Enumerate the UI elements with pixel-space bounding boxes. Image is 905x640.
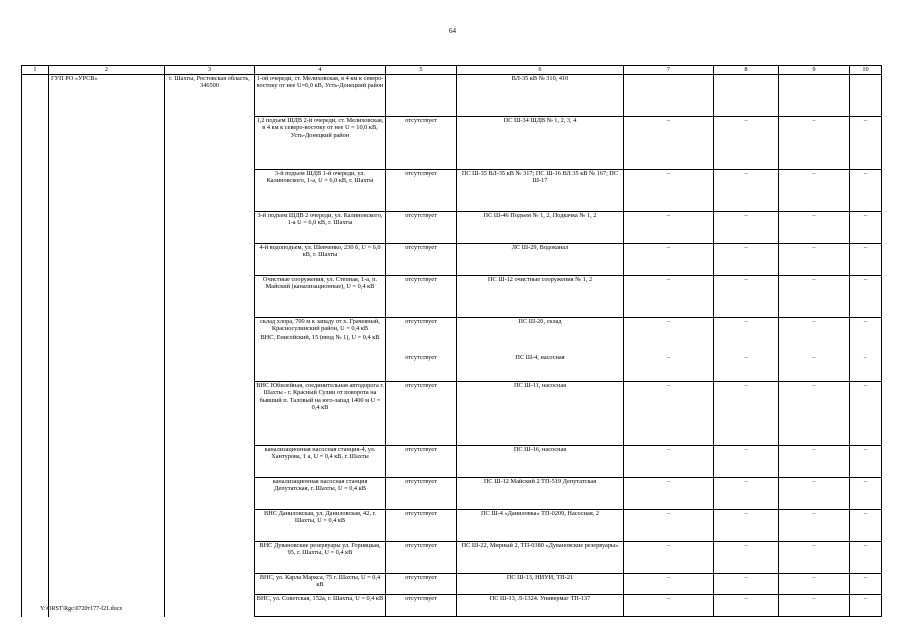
cell-status-text: отсутствует [405,382,437,389]
cell-col8 [714,478,779,510]
table-row [22,117,882,170]
cell-col7 [624,170,714,212]
cell-object [255,276,386,318]
cell-col10-text: – [863,446,868,453]
cell-col10-text: – [863,542,868,549]
cell-col9 [779,170,850,212]
cell-object-text: 1-ой очереди, ст. Мелиховская, в 4 км к северо-востоку от нее U=6,0 кВ, Усть-Донецкий район [256,75,384,90]
cell-object-text: 1,2 подъем ШДВ 2-й очереди, ст. Мелиховская, в 4 км к северо-востоку от нее U = 10,0 кВ, Усть-Донецкий район [256,117,384,139]
cell-substation-text: ПС Ш-13, Л-1324. Универмаг ТП-137 [489,595,591,602]
header-cell: 7 [624,66,714,75]
cell-col9-text: – [812,382,816,389]
cell-col9 [779,75,850,117]
header-row [22,66,882,75]
cell-object [255,212,386,244]
cell-status-text: отсутствует [405,276,437,283]
cell-object-text: склад хлора, 700 м к западу от х. Грачевный, Красносулинский район, U = 0,4 кВ [260,318,380,333]
table-row [22,478,882,510]
header-cell: 4 [255,66,386,75]
cell-object-text: 3-й подъем ШДВ 2 очереди, ул. Калиновского, 1-а U = 6,0 кВ, г. Шахты [257,212,383,227]
cell-substation [457,542,624,574]
cell-status-text: отсутствует [405,542,437,549]
cell-col7 [624,510,714,542]
cell-number [22,446,49,478]
table-row [22,446,882,478]
cell-col9-text: – [812,595,816,602]
cell-status [386,75,457,117]
cell-col8-text: – [744,574,748,581]
cell-organization [49,170,165,212]
cell-col7-text: – [666,595,671,602]
cell-col9 [779,276,850,318]
table-row [22,510,882,542]
cell-organization [49,574,165,595]
cell-col9-text: – [812,542,816,549]
table-row [22,276,882,318]
cell-col10-text: – [863,510,868,517]
cell-address [165,117,255,170]
cell-status [386,595,457,617]
cell-col9 [779,382,850,446]
cell-status-text: отсутствует [405,478,437,485]
cell-status [386,478,457,510]
cell-col9 [779,478,850,510]
cell-col7 [624,478,714,510]
cell-substation [457,595,624,617]
cell-organization [49,510,165,542]
cell-col8 [714,510,779,542]
cell-address [165,446,255,478]
cell-substation-text: ПС Ш-16, насосная [513,446,567,453]
cell-object-text: канализационная насосная станция-4, ул. Хантурова, 1 а, U = 0,4 кВ, г. Шахты [264,446,376,461]
cell-col10-text: – [863,276,868,283]
cell-col8 [714,595,779,617]
table-row [22,170,882,212]
cell-col10 [850,244,882,276]
cell-col8 [714,170,779,212]
cell-col9-text: – [812,510,816,517]
table-row [22,318,882,382]
cell-status-text: отсутствует [405,446,437,453]
cell-col10 [850,542,882,574]
table-row [22,244,882,276]
cell-col9 [779,212,850,244]
cell-number [22,75,49,117]
page-number: 64 [449,27,456,35]
cell-col8-text: – [744,478,748,485]
cell-col8-text: – [744,595,748,602]
cell-organization [49,542,165,574]
cell-object-text: 3-й подъем ШДВ 1-й очереди, ул. Калиновского, 1-а, U = 6,0 кВ, г. Шахты [266,170,374,185]
cell-col9-text: – [812,446,816,453]
cell-col7 [624,542,714,574]
cell-status-text: отсутствует [405,170,437,177]
cell-col8-text: – [744,446,748,453]
cell-col10-text: – [863,170,868,177]
cell-col9-text: – [812,117,816,124]
cell-status-text: отсутствует [405,574,437,581]
cell-object [255,170,386,212]
cell-col8 [714,382,779,446]
cell-col10 [850,318,882,382]
cell-col8 [714,542,779,574]
cell-substation [457,318,624,382]
cell-col7-text: – [666,212,671,219]
table-row [22,382,882,446]
cell-col7 [624,446,714,478]
cell-col10 [850,212,882,244]
header-cell: 6 [457,66,624,75]
cell-substation-text: ПС Ш-4 «Даниловка» ТП-0209, Насосная, 2 [480,510,600,517]
cell-address [165,542,255,574]
cell-substation-text: ПС Ш-34 ШДВ № 1, 2, 3, 4 [503,117,577,124]
cell-col7-text: – [666,478,671,485]
cell-object-text: ВНС Даниловская, ул. Даниловская, 42, г. Шахты, U = 0,4 кВ [264,510,376,525]
cell-col9-text: – [812,318,816,325]
cell-number [22,244,49,276]
cell-object-text: канализационная насосная станция Депутатская, г. Шахты, U = 0,4 кВ [272,478,368,493]
cell-address [165,276,255,318]
cell-substation [457,276,624,318]
cell-col9 [779,595,850,617]
cell-address [165,574,255,595]
table-row [22,542,882,574]
cell-col8-text: – [744,244,748,251]
cell-col9-text: – [812,574,816,581]
cell-object-text: ВНС, ул. Карла Маркса, 75 г. Шахты, U = 0,4 кВ [259,574,381,589]
cell-address [165,318,255,382]
cell-substation [457,382,624,446]
cell-status [386,318,457,382]
cell-col8-text: – [744,542,748,549]
cell-col10-text: – [863,117,868,124]
cell-status-text: отсутствует [405,318,437,325]
cell-col10 [850,276,882,318]
cell-col10-text: – [863,574,868,581]
cell-col8 [714,574,779,595]
cell-col9 [779,446,850,478]
cell-col9 [779,574,850,595]
cell-col7 [624,75,714,117]
cell-col9 [779,117,850,170]
cell-substation [457,446,624,478]
cell-status [386,212,457,244]
cell-col8 [714,244,779,276]
header-cell: 10 [850,66,882,75]
cell-substation [457,574,624,595]
cell-col10 [850,75,882,117]
cell-substation [457,170,624,212]
cell-col7-text: – [666,244,671,251]
cell-substation [457,75,624,117]
cell-status-text-2: отсутствует [405,354,437,362]
cell-substation [457,510,624,542]
cell-substation-text: ПС Ш-13, НИУИ, ТП-21 [506,574,574,581]
cell-substation [457,244,624,276]
cell-col10 [850,170,882,212]
cell-address [165,170,255,212]
cell-col10-text: – [863,318,868,325]
cell-col9-text-2: – [812,354,816,362]
cell-col10 [850,595,882,617]
cell-col10-text: – [863,382,868,389]
cell-status [386,510,457,542]
cell-substation [457,117,624,170]
cell-col9-text: – [812,244,816,251]
cell-status [386,382,457,446]
cell-substation-text: ПС Ш-46 Подъем № 1, 2, Подкачка № 1, 2 [483,212,597,219]
cell-col8-text: – [744,318,748,325]
cell-col7-text: – [666,574,671,581]
cell-substation-text: ВЛ-35 кВ № 310, 410 [511,75,569,82]
cell-col8-text: – [744,510,748,517]
cell-col8-text: – [744,212,748,219]
table-row [22,574,882,595]
cell-object-text: ВНС Юбилейная, соединительная автодорога г. Шахты - г. Красный Сулин от поворота на бывший п. Таловый на юго-запад 1400 м U = 0,4 кВ [256,382,384,412]
cell-status-text: отсутствует [405,244,437,251]
cell-col7 [624,117,714,170]
cell-number [22,574,49,595]
cell-number [22,276,49,318]
cell-organization [49,244,165,276]
cell-col7 [624,276,714,318]
cell-col7-text-2: – [666,354,671,362]
cell-col10 [850,510,882,542]
cell-col8-text: – [744,382,748,389]
cell-number [22,117,49,170]
cell-address [165,244,255,276]
cell-number [22,510,49,542]
cell-object [255,510,386,542]
header-cell: 3 [165,66,255,75]
cell-substation-text: ПС Ш-22, Мирный 2, ТП-0380 «Дувановские резервуары» [461,542,619,549]
table-row [22,212,882,244]
cell-col9 [779,318,850,382]
cell-col7-text: – [666,276,671,283]
cell-organization [49,276,165,318]
cell-substation-text: ПС Ш-12 Майский 2 ТП-519 Депутатская [483,478,597,485]
cell-col8 [714,212,779,244]
table-row [22,75,882,117]
cell-number [22,212,49,244]
cell-col10-text-2: – [863,354,868,362]
cell-object [255,595,386,617]
header-cell: 8 [714,66,779,75]
cell-number [22,170,49,212]
cell-object [255,117,386,170]
header-cell: 1 [22,66,49,75]
cell-object-text-2: ВНС, Енисейский, 15 (ввод № 1), U = 0,4 кВ [260,333,380,341]
cell-substation-text-2: ПС Ш-4, насосная [515,354,565,362]
cell-col7 [624,382,714,446]
cell-object [255,478,386,510]
cell-col7-text: – [666,446,671,453]
cell-organization [49,212,165,244]
cell-object [255,382,386,446]
cell-address [165,212,255,244]
cell-col10-text: – [863,212,868,219]
footer-file-path: Y:\ORST\Rgc\0720т177-f21.docx [40,606,123,612]
cell-status [386,446,457,478]
cell-address: г. Шахты, Ростовская область, 346500 [165,75,255,117]
cell-status-text: отсутствует [405,595,437,602]
cell-object-text: Очистные сооружения, ул. Степная, 1-а, п. Майский (канализационные), U = 0,4 кВ [262,276,378,291]
cell-substation [457,478,624,510]
cell-col8-text: – [744,170,748,177]
cell-substation-text: ПС Ш-35 ВЛ-35 кВ № 317; ПС Ш-16 ВЛ 35 кВ № 167; ПС Ш-17 [461,170,619,185]
cell-object [255,75,386,117]
cell-col8 [714,75,779,117]
cell-object [255,318,386,382]
cell-object [255,446,386,478]
cell-status-text: отсутствует [405,117,437,124]
cell-col7-text: – [666,117,671,124]
cell-substation-text: ПС Ш-11, насосная [513,382,567,389]
cell-col8-text-2: – [744,354,748,362]
cell-col8 [714,276,779,318]
header-cell: 2 [49,66,165,75]
cell-status [386,117,457,170]
cell-col9-text: – [812,276,816,283]
cell-col10-text: – [863,595,868,602]
cell-status [386,574,457,595]
cell-col7-text: – [666,382,671,389]
cell-col9-text: – [812,212,816,219]
cell-col9 [779,244,850,276]
cell-address [165,595,255,617]
cell-status [386,276,457,318]
cell-col8-text: – [744,276,748,283]
cell-address [165,510,255,542]
cell-col10-text: – [863,244,868,251]
cell-number [22,318,49,382]
cell-status-text: отсутствует [405,212,437,219]
cell-organization [49,318,165,382]
cell-object [255,244,386,276]
cell-status [386,542,457,574]
cell-substation-text: ПС Ш-20, склад [518,318,562,325]
cell-col7 [624,318,714,382]
cell-number [22,478,49,510]
cell-col7 [624,244,714,276]
cell-col7-text: – [666,510,671,517]
cell-number [22,542,49,574]
cell-col10 [850,382,882,446]
cell-col9 [779,510,850,542]
cell-col9 [779,542,850,574]
cell-object-text: ВНС Дувановские резервуары ул. Горняцкая, 95, г. Шахты, U = 0,4 кВ [259,542,381,557]
header-cell: 5 [386,66,457,75]
cell-col10 [850,446,882,478]
cell-status-text: отсутствует [405,510,437,517]
cell-object [255,574,386,595]
cell-col8 [714,318,779,382]
cell-col7 [624,212,714,244]
cell-number [22,382,49,446]
cell-organization [49,382,165,446]
cell-col7-text: – [666,170,671,177]
table-body [22,75,882,617]
cell-organization [49,117,165,170]
cell-substation-text: ПС Ш-12 очистные сооружения № 1, 2 [487,276,593,283]
cell-col8 [714,446,779,478]
cell-organization [49,446,165,478]
cell-organization: ГУП РО «УРСВ» [49,75,165,117]
cell-organization [49,478,165,510]
cell-col7-text: – [666,318,671,325]
data-table [21,65,882,617]
cell-col7 [624,595,714,617]
cell-col10-text: – [863,478,868,485]
cell-col8-text: – [744,117,748,124]
cell-object-text: ВНС, ул. Советская, 152а, г. Шахты, U = 0,4 кВ [256,595,384,602]
cell-substation [457,212,624,244]
cell-object-text: 4-й водоподъем, ул. Шевченко, 230 б, U = 6,0 кВ, г. Шахты [259,244,381,259]
cell-address [165,478,255,510]
cell-status [386,244,457,276]
table-row [22,595,882,617]
header-cell: 9 [779,66,850,75]
cell-status [386,170,457,212]
cell-col9-text: – [812,170,816,177]
cell-col7-text: – [666,542,671,549]
cell-col8 [714,117,779,170]
cell-address [165,382,255,446]
cell-col7 [624,574,714,595]
cell-object [255,542,386,574]
cell-col10 [850,478,882,510]
cell-col9-text: – [812,478,816,485]
cell-col10 [850,117,882,170]
cell-substation-text: ЛС Ш-29, Водоканал [511,244,569,251]
cell-col10 [850,574,882,595]
